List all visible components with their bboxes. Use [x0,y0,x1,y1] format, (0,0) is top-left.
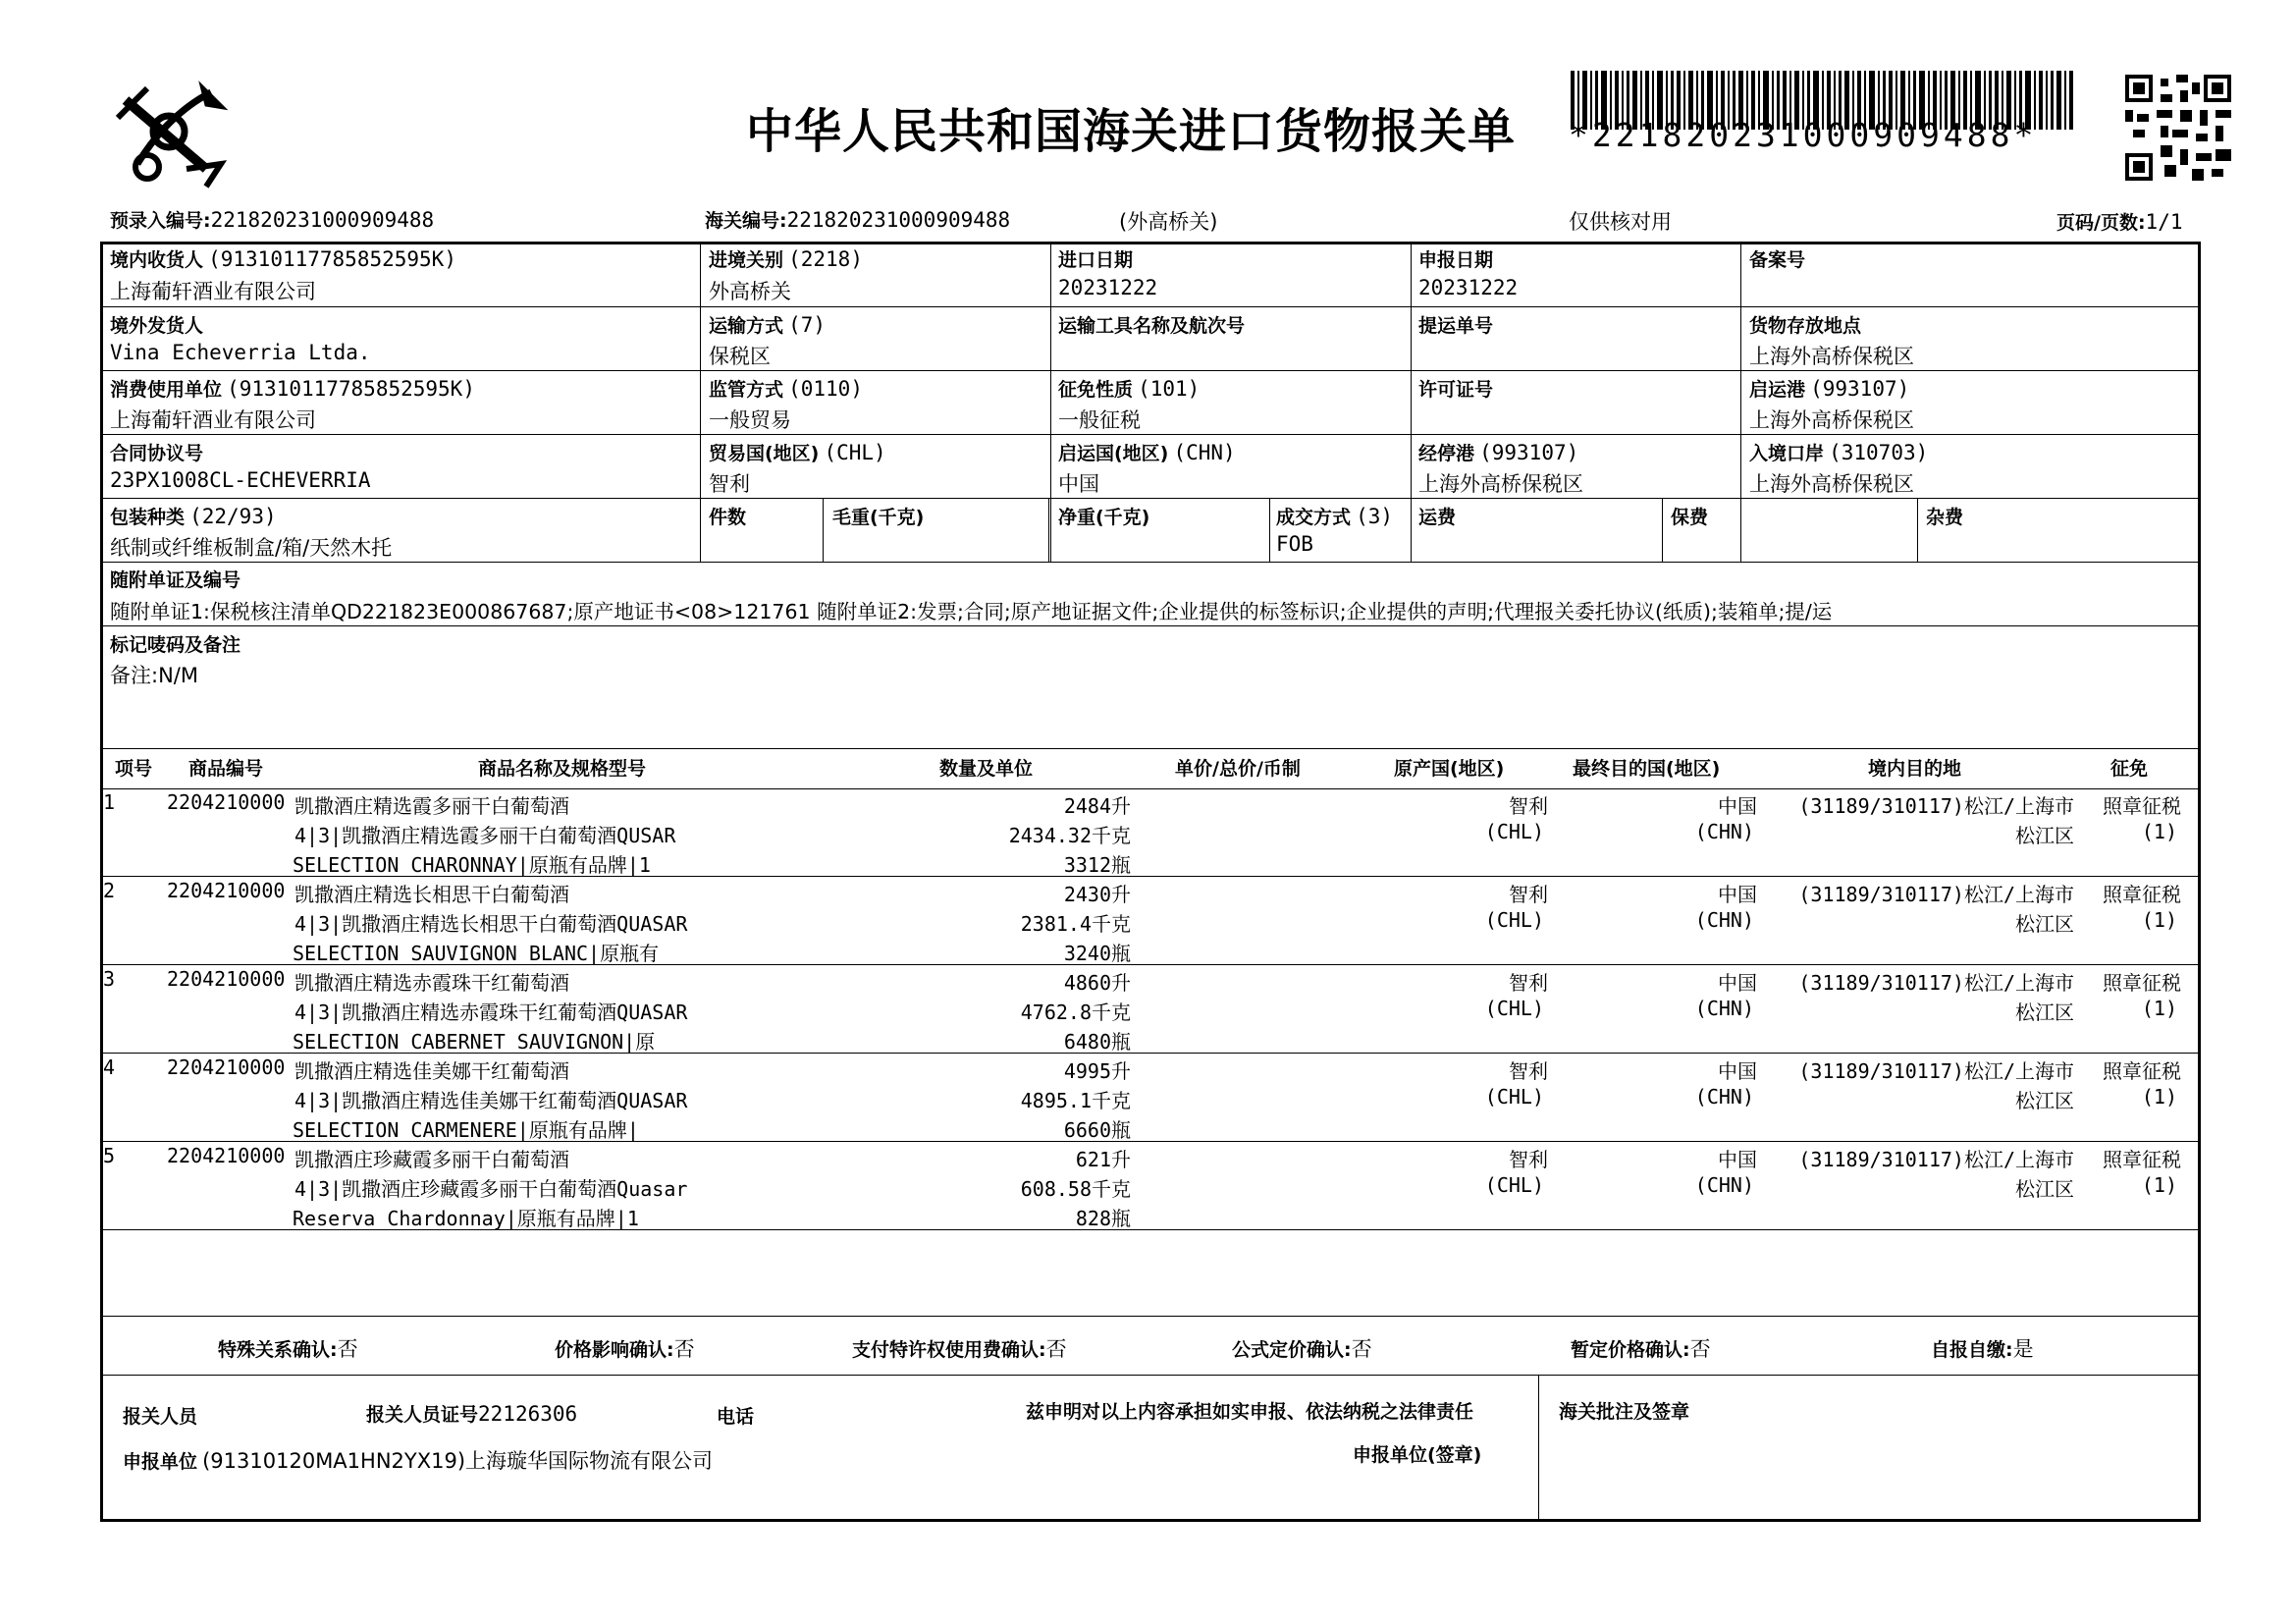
declare-date-label: 申报日期 [1418,249,1494,271]
transport-field [709,311,826,338]
self-pay-label: 自报自缴: [1931,1339,2013,1361]
item-dest: 中国 [1718,1148,1757,1171]
import-date-value: 20231222 [1058,276,1158,299]
item-name: 凯撒酒庄精选佳美娜干红葡萄酒 [294,1059,569,1083]
misc-fee-label: 杂费 [1926,507,1964,528]
item-qty-liters: 621升 [1075,1148,1131,1171]
stop-port-name: 上海外高桥保税区 [1418,472,1583,496]
item-levy: 照章征税 [2103,794,2181,818]
storage-label: 货物存放地点 [1749,315,1862,337]
item-levy-code: (1) [2141,820,2177,843]
goods-header-qty: 数量及单位 [939,758,1034,780]
deal-field [1276,503,1393,529]
dep-port-code: (993107) [1810,377,1910,401]
declare-unit-label: 申报单位 [123,1451,198,1473]
supervision-field [709,375,863,402]
item-no: 1 [103,790,116,814]
docs-label: 随附单证及编号 [110,569,241,591]
consignee-label: 境内收货人 [110,249,204,271]
item-levy-code: (1) [2141,1173,2177,1197]
package-name: 纸制或纤维板制盒/箱/天然木托 [110,536,393,560]
item-dest-code: (CHN) [1694,1085,1754,1109]
levy-name: 一般征税 [1058,408,1141,432]
entry-customs-code: (2218) [788,247,863,271]
special-value: 否 [337,1337,358,1361]
item-no: 5 [103,1144,116,1167]
item-code: 2204210000 [167,879,286,902]
item-spec-2: SELECTION CHARONNAY|原瓶有品牌|1 [293,853,651,877]
price-impact-confirm [555,1333,695,1363]
item-qty-kg: 608.58千克 [1020,1177,1131,1201]
customs-name: (外高桥关) [1119,210,1218,234]
deal-code: (3) [1356,505,1394,528]
provisional-label: 暂定价格确认: [1571,1339,1690,1361]
consignee-field [110,245,456,272]
dep-port-label: 启运港 [1749,379,1806,401]
entry-port-name: 上海外高桥保税区 [1749,472,1914,496]
declarant-cert [366,1400,577,1427]
item-domestic-district: 松江区 [2015,824,2074,847]
item-levy-code: (1) [2141,1085,2177,1109]
item-spec-2: Reserva Chardonnay|原瓶有品牌|1 [293,1207,639,1230]
storage-value: 上海外高桥保税区 [1749,345,1914,368]
item-dest: 中国 [1718,971,1757,995]
contract-no: 23PX1008CL-ECHEVERRIA [110,468,371,492]
supervision-name: 一般贸易 [709,408,791,432]
consumer-code: (91310117785852595K) [227,377,475,401]
goods-header-code: 商品编号 [188,758,264,780]
item-levy-code: (1) [2141,997,2177,1020]
item-spec-2: SELECTION SAUVIGNON BLANC|原瓶有 [293,942,660,965]
price-value: 否 [673,1337,695,1361]
entry-port-label: 入境口岸 [1749,443,1825,464]
item-qty-liters: 4995升 [1063,1059,1131,1083]
transport-code: (7) [788,313,827,337]
package-label: 包装种类 [110,507,186,528]
entry-port-field [1749,439,1928,465]
item-levy: 照章征税 [2103,1148,2181,1171]
item-qty-liters: 2484升 [1063,794,1131,818]
license-label: 许可证号 [1418,379,1494,401]
formula-value: 否 [1351,1337,1372,1361]
stop-port-code: (993107) [1479,441,1579,464]
item-qty-liters: 4860升 [1063,971,1131,995]
item-dest-code: (CHN) [1694,997,1754,1020]
self-pay-value: 是 [2012,1337,2034,1361]
item-qty-bottles: 6660瓶 [1063,1118,1131,1142]
item-domestic-district: 松江区 [2015,1089,2074,1112]
deal-label: 成交方式 [1276,507,1352,528]
item-spec: 4|3|凯撒酒庄精选长相思干白葡萄酒QUASAR [294,912,688,936]
declare-unit [123,1445,713,1475]
declare-date-value: 20231222 [1418,276,1519,299]
deal-name: FOB [1276,532,1313,556]
document-title: 中华人民共和国海关进口货物报关单 [746,104,1517,159]
item-name: 凯撒酒庄精选长相思干白葡萄酒 [294,883,569,906]
levy-code: (101) [1138,377,1201,401]
page-value: 1/1 [2145,210,2183,234]
item-qty-bottles: 828瓶 [1075,1207,1131,1230]
item-code: 2204210000 [167,967,286,991]
item-name: 凯撒酒庄珍藏霞多丽干白葡萄酒 [294,1148,569,1171]
formula-label: 公式定价确认: [1232,1339,1352,1361]
customs-emblem-icon [108,71,236,193]
contract-label: 合同协议号 [110,443,204,464]
item-levy: 照章征税 [2103,971,2181,995]
item-origin: 智利 [1509,1148,1548,1171]
bill-label: 提运单号 [1418,315,1494,337]
supervision-label: 监管方式 [709,379,784,401]
gross-weight-label: 毛重(千克) [832,507,925,528]
origin-country-name: 中国 [1058,472,1099,496]
royalty-value: 否 [1045,1337,1067,1361]
entry-customs-field [709,245,863,272]
pre-entry-label: 预录入编号: [110,210,211,232]
customs-number [705,206,1010,233]
item-qty-bottles: 3312瓶 [1063,853,1131,877]
item-no: 4 [103,1055,116,1079]
trade-country-label: 贸易国(地区) [709,443,820,464]
item-levy-code: (1) [2141,908,2177,932]
item-dest-code: (CHN) [1694,1173,1754,1197]
item-domestic-district: 松江区 [2015,1001,2074,1024]
item-levy: 照章征税 [2103,883,2181,906]
import-date-label: 进口日期 [1058,249,1134,271]
royalty-confirm [852,1333,1067,1363]
goods-header-name: 商品名称及规格型号 [478,758,647,780]
item-origin: 智利 [1509,883,1548,906]
transport-name: 保税区 [709,345,771,368]
marks-value: 备注:N/M [110,664,198,687]
consumer-label: 消费使用单位 [110,379,223,401]
dep-port-field [1749,375,1909,402]
package-code: (22/93) [189,505,277,528]
provisional-value: 否 [1689,1337,1711,1361]
item-spec: 4|3|凯撒酒庄精选佳美娜干红葡萄酒QUASAR [294,1089,688,1112]
consumer-field [110,375,475,402]
item-no: 3 [103,967,116,991]
item-dest: 中国 [1718,794,1757,818]
supervision-code: (0110) [788,377,863,401]
entry-customs-label: 进境关别 [709,249,784,271]
item-spec: 4|3|凯撒酒庄精选赤霞珠干红葡萄酒QUASAR [294,1001,688,1024]
origin-country-code: (CHN) [1173,441,1236,464]
price-label: 价格影响确认: [555,1339,674,1361]
vehicle-label: 运输工具名称及航次号 [1058,315,1246,337]
item-no: 2 [103,879,116,902]
levy-field [1058,375,1200,402]
item-origin: 智利 [1509,794,1548,818]
item-name: 凯撒酒庄精选霞多丽干白葡萄酒 [294,794,569,818]
declarant-cert-label: 报关人员证号 [366,1404,479,1426]
item-code: 2204210000 [167,1055,286,1079]
goods-header-price: 单价/总价/币制 [1175,758,1301,780]
goods-header-no: 项号 [115,758,153,780]
item-origin: 智利 [1509,971,1548,995]
insurance-label: 保费 [1671,507,1709,528]
item-spec: 4|3|凯撒酒庄精选霞多丽干白葡萄酒QUSAR [294,824,676,847]
item-domestic: (31189/310117)松江/上海市 [1798,1059,2074,1083]
consignee-name: 上海葡轩酒业有限公司 [110,280,316,303]
levy-label: 征免性质 [1058,379,1134,401]
goods-header-levy: 征免 [2110,758,2149,780]
qr-code-icon [2125,75,2231,181]
item-dest: 中国 [1718,1059,1757,1083]
item-spec: 4|3|凯撒酒庄珍藏霞多丽干白葡萄酒Quasar [294,1177,688,1201]
item-domestic: (31189/310117)松江/上海市 [1798,883,2074,906]
royalty-label: 支付特许权使用费确认: [852,1339,1046,1361]
trade-country-name: 智利 [709,472,750,496]
net-weight-label: 净重(千克) [1058,507,1150,528]
item-domestic: (31189/310117)松江/上海市 [1798,971,2074,995]
declare-unit-stamp-label: 申报单位(签章) [1353,1444,1482,1466]
item-domestic-district: 松江区 [2015,1177,2074,1201]
provisional-price-confirm [1571,1333,1711,1363]
dep-port-name: 上海外高桥保税区 [1749,408,1914,432]
item-code: 2204210000 [167,1144,286,1167]
item-origin-code: (CHL) [1484,997,1544,1020]
legal-statement: 兹申明对以上内容承担如实申报、依法纳税之法律责任 [1026,1401,1474,1423]
shipper-label: 境外发货人 [110,315,204,337]
page-label: 页码/页数: [2056,212,2146,234]
shipper-name: Vina Echeverria Ltda. [110,341,371,364]
item-qty-kg: 2381.4千克 [1020,912,1131,936]
item-qty-bottles: 3240瓶 [1063,942,1131,965]
formula-price-confirm [1232,1333,1372,1363]
item-origin-code: (CHL) [1484,820,1544,843]
entry-port-code: (310703) [1829,441,1929,464]
item-qty-liters: 2430升 [1063,883,1131,906]
freight-label: 运费 [1418,507,1457,528]
special-label: 特殊关系确认: [218,1339,338,1361]
item-dest: 中国 [1718,883,1757,906]
record-no-label: 备案号 [1749,249,1806,271]
pre-entry-number [110,206,434,233]
item-qty-kg: 4895.1千克 [1020,1089,1131,1112]
goods-header-dest: 最终目的国(地区) [1573,758,1721,780]
origin-country-label: 启运国(地区) [1058,443,1169,464]
item-code: 2204210000 [167,790,286,814]
item-origin-code: (CHL) [1484,908,1544,932]
special-relation-confirm [218,1333,358,1363]
item-spec-2: SELECTION CARMENERE|原瓶有品牌| [293,1118,639,1142]
consignee-code: (91310117785852595K) [208,247,456,271]
consumer-name: 上海葡轩酒业有限公司 [110,408,316,432]
item-domestic-district: 松江区 [2015,912,2074,936]
stop-port-field [1418,439,1578,465]
self-pay-confirm [1931,1333,2034,1363]
goods-header-domestic: 境内目的地 [1868,758,1962,780]
verify-note: 仅供核对用 [1569,210,1672,234]
stop-port-label: 经停港 [1418,443,1475,464]
customs-sign-label: 海关批注及签章 [1559,1401,1690,1423]
pieces-label: 件数 [709,507,747,528]
customs-no-label: 海关编号: [705,210,787,232]
item-dest-code: (CHN) [1694,820,1754,843]
trade-country-field [709,439,886,465]
goods-header-origin: 原产国(地区) [1394,758,1505,780]
declarant-cert-no: 22126306 [478,1402,578,1426]
item-origin-code: (CHL) [1484,1085,1544,1109]
declare-unit-value: (91310120MA1HN2YX19)上海璇华国际物流有限公司 [202,1449,714,1473]
item-origin-code: (CHL) [1484,1173,1544,1197]
origin-country-field [1058,439,1236,465]
barcode-text: *2218202310009094​88* [1569,116,2038,154]
customs-no-value: 221820231000909488 [786,208,1011,232]
phone-label: 电话 [717,1406,755,1428]
trade-country-code: (CHL) [824,441,886,464]
pre-entry-value: 221820231000909488 [210,208,435,232]
entry-customs-name: 外高桥关 [709,280,791,303]
item-domestic: (31189/310117)松江/上海市 [1798,1148,2074,1171]
item-qty-bottles: 6480瓶 [1063,1030,1131,1054]
declarant-label: 报关人员 [123,1406,198,1428]
item-levy: 照章征税 [2103,1059,2181,1083]
marks-label: 标记唛码及备注 [110,634,241,656]
item-qty-kg: 2434.32千克 [1008,824,1131,847]
item-name: 凯撒酒庄精选赤霞珠干红葡萄酒 [294,971,569,995]
page-indicator [2056,208,2182,235]
item-origin: 智利 [1509,1059,1548,1083]
item-dest-code: (CHN) [1694,908,1754,932]
item-qty-kg: 4762.8千克 [1020,1001,1131,1024]
item-spec-2: SELECTION CABERNET SAUVIGNON|原 [293,1030,656,1054]
package-field [110,503,277,529]
item-domestic: (31189/310117)松江/上海市 [1798,794,2074,818]
docs-value: 随附单证1:保税核注清单QD221823E000867687;原产地证书<08>121761 随附单证2:发票;合同;原产地证据文件;企业提供的标签标识;企业提供的声明;代理报关委托协议(纸质);装箱单;提/运 [110,600,1833,623]
transport-label: 运输方式 [709,315,784,337]
